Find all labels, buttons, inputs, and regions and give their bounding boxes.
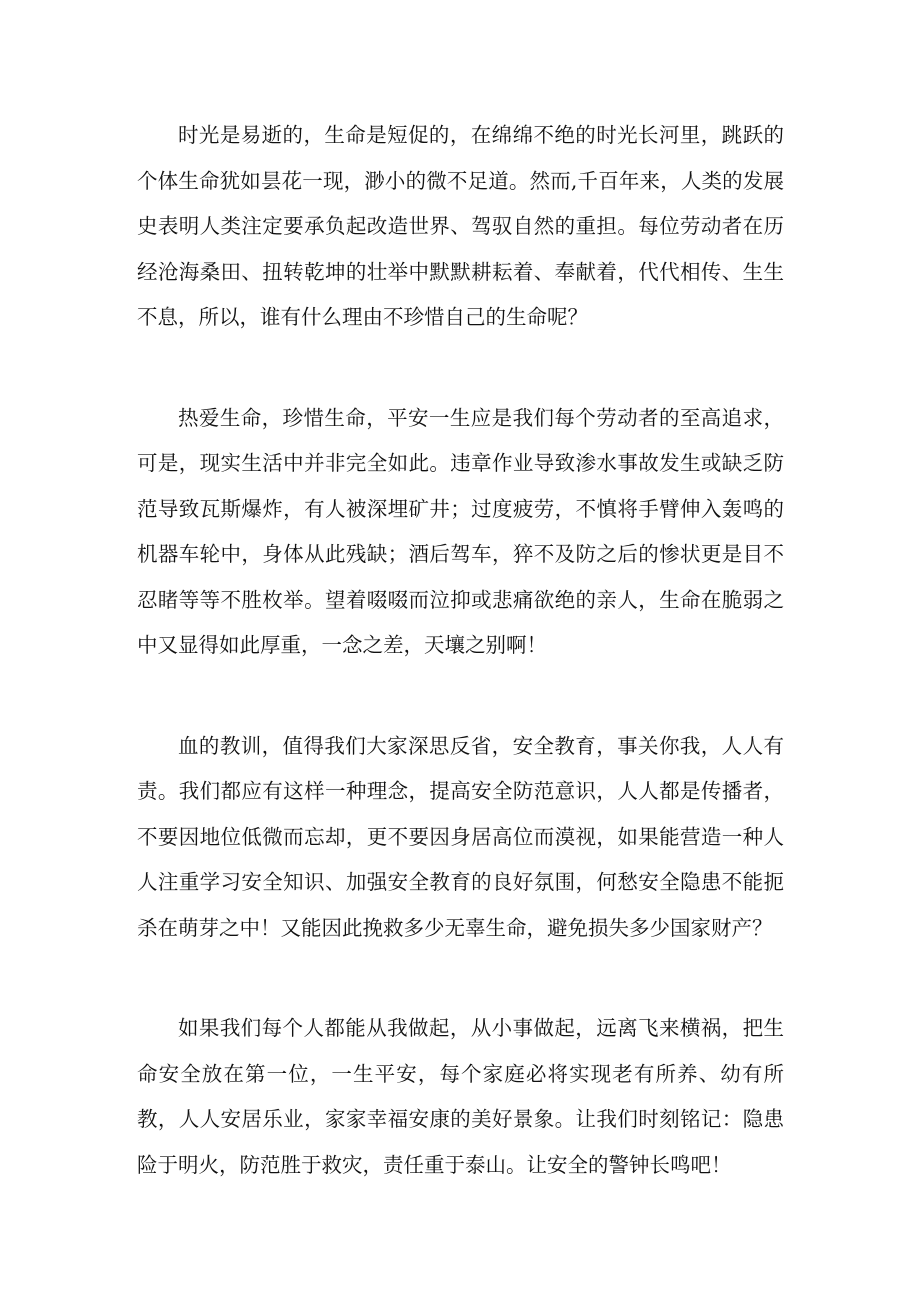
paragraph-1: 时光是易逝的，生命是短促的，在绵绵不绝的时光长河里，跳跃的个体生命犹如昙花一现，渺小的微不足道。然而,千百年来，人类的发展史表明人类注定要承负起改造世界、驾驭自然的重担。每位劳动者在历经沧海桑田、扭转乾坤的壮举中默默耕耘着、奉献着，代代相传、生生不息，所以，谁有什么理由不珍惜自己的生命呢？ [137,123,784,329]
document-body [137,113,784,1243]
paragraph-2: 热爱生命，珍惜生命，平安一生应是我们每个劳动者的至高追求，可是，现实生活中并非完全如此。违章作业导致渗水事故发生或缺乏防范导致瓦斯爆炸，有人被深埋矿井；过度疲劳，不慎将手臂伸入轰鸣的机器车轮中，身体从此残缺；酒后驾车，猝不及防之后的惨状更是目不忍睹等等不胜枚举。望着啜啜而泣抑或悲痛欲绝的亲人，生命在脆弱之中又显得如此厚重，一念之差，天壤之别啊！ [137,405,784,657]
paragraph-4: 如果我们每个人都能从我做起，从小事做起，远离飞来横祸，把生命安全放在第一位，一生平安，每个家庭必将实现老有所养、幼有所教，人人安居乐业，家家幸福安康的美好景象。让我们时刻铭记：隐患险于明火，防范胜于救灾，责任重于泰山。让安全的警钟长鸣吧！ [137,1016,784,1177]
paragraph-3: 血的教训，值得我们大家深思反省，安全教育，事关你我，人人有责。我们都应有这样一种理念，提高安全防范意识，人人都是传播者，不要因地位低微而忘却，更不要因身居高位而漠视，如果能营造一种人人注重学习安全知识、加强安全教育的良好氛围，何愁安全隐患不能扼杀在萌芽之中！又能因此挽救多少无辜生命，避免损失多少国家财产？ [137,733,784,940]
